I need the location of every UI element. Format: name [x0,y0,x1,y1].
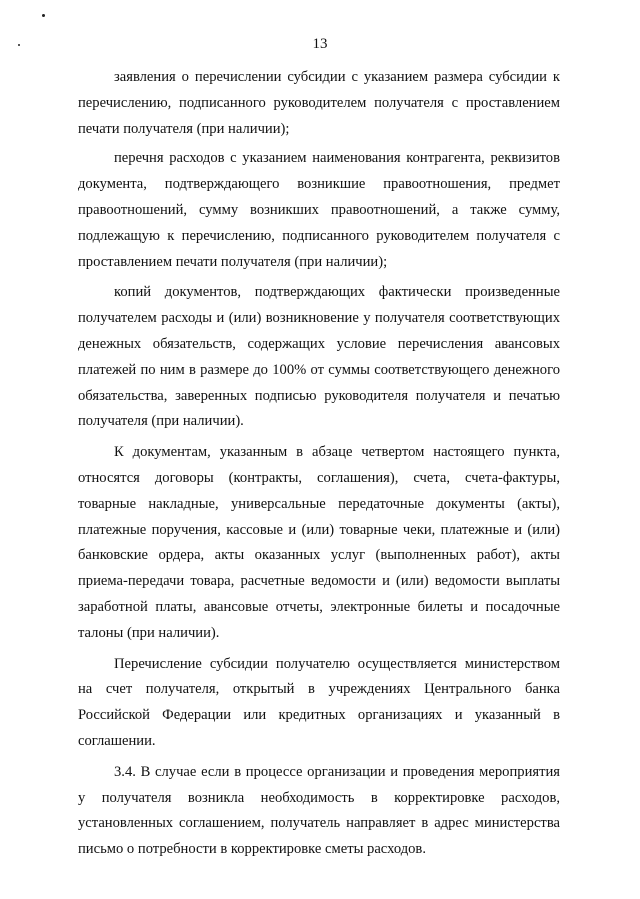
paragraph: перечня расходов с указанием наименования контрагента, реквизитов документа, подтверждающего возникшие правоотношения, предмет правоотношений, сумму возникших правоотношений, а также сумму, подлежащую к перечислению, подписанного руководителем получателя с проставлением печати получателя (при наличии); [78,150,560,270]
paragraph: заявления о перечислении субсидии с указанием размера субсидии к перечислению, подписанного руководителем получателя с проставлением печати получателя (при наличии); [78,69,560,137]
page-number: 13 [312,36,328,52]
paragraph: 3.4. В случае если в процессе организации и проведения мероприятия у получателя возникла необходимость в корректировке расходов, установленных соглашением, получатель направляет в адрес министерства письмо о потребности в корректировке сметы расходов. [78,763,560,858]
paragraph: Перечисление субсидии получателю осуществляется министерством на счет получателя, открытый в учреждениях Центрального банка Российской Федерации или кредитных организациях и указанный в соглашении. [78,655,560,749]
document-body [78,65,560,868]
scan-speck [42,14,45,17]
paragraph: К документам, указанным в абзаце четвертом настоящего пункта, относятся договоры (контракты, соглашения), счета, счета-фактуры, товарные накладные, универсальные передаточные документы (акты), платежные поручения, кассовые и (или) товарные чеки, платежные и (или) банковские ордера, акты оказанных услуг (выполненных работ), акты приема-передачи товара, расчетные ведомости и (или) ведомости выплаты заработной платы, авансовые отчеты, электронные билеты и посадочные талоны (при наличии). [78,444,560,641]
paragraph: копий документов, подтверждающих фактически произведенные получателем расходы и (или) возникновение у получателя соответствующих денежных обязательств, содержащих условие перечисления авансовых платежей по ним в размере до 100% от суммы соответствующего денежного обязательства, заверенных подписью руководителя получателя и печатью получателя (при наличии). [78,284,560,430]
